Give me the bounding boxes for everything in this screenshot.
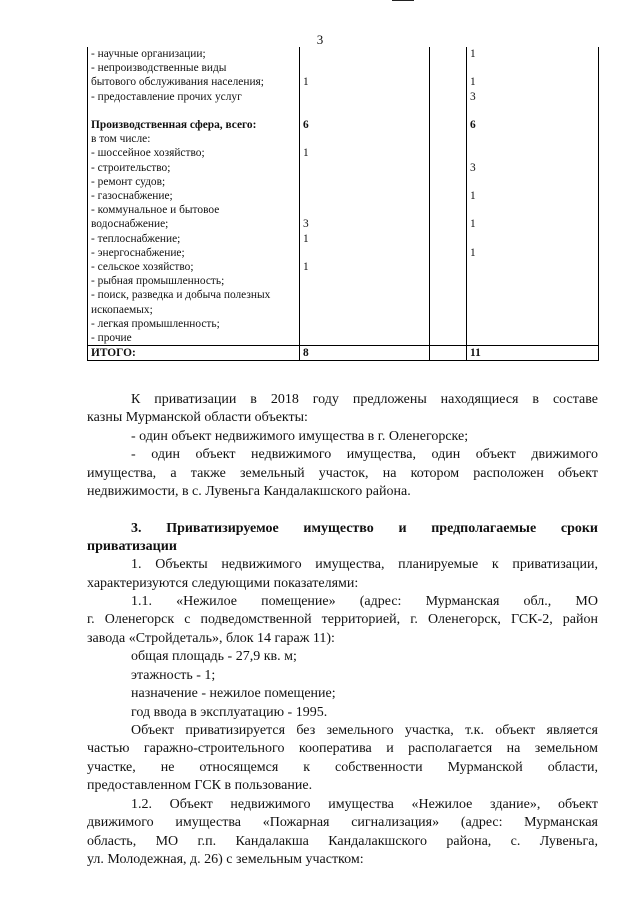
spacer-cell xyxy=(430,317,467,331)
row-label xyxy=(88,90,300,104)
paragraph-intro xyxy=(87,391,598,410)
row-label-text: в том числе: xyxy=(91,133,151,146)
spacer-cell xyxy=(430,288,467,302)
table-row xyxy=(88,260,599,274)
paragraph-1-2 xyxy=(131,796,598,815)
text-line: Объект приватизируется без земельного участка, т.к. объект является xyxy=(131,723,598,738)
spacer-cell xyxy=(430,104,467,118)
row-value-total xyxy=(467,317,599,331)
row-label-text: Производственная сфера, всего: xyxy=(91,119,257,132)
table-row xyxy=(88,146,599,160)
text-line: характеризуются следующими показателями: xyxy=(87,576,359,591)
row-label xyxy=(88,132,300,146)
spacer-cell xyxy=(430,303,467,317)
section-heading xyxy=(131,520,598,539)
row-label-text: - рыбная промышленность; xyxy=(91,275,225,288)
table-row xyxy=(88,246,599,260)
row-value-2018 xyxy=(300,104,430,118)
text-line: казны Мурманской области объекты: xyxy=(87,410,308,425)
row-value-2018 xyxy=(300,331,430,346)
table-row xyxy=(88,331,599,346)
table-row xyxy=(88,232,599,246)
row-value-total xyxy=(467,90,599,104)
text-line: недвижимости, в с. Лувеньга Кандалакшского района. xyxy=(87,484,411,499)
table-row xyxy=(88,274,599,288)
row-value-2018 xyxy=(300,189,430,203)
row-label-text: бытового обслуживания населения; xyxy=(91,76,264,89)
spacer-cell xyxy=(430,47,467,61)
row-label xyxy=(88,203,300,217)
row-label xyxy=(88,146,300,160)
spacer-cell xyxy=(430,161,467,175)
table-row xyxy=(88,203,599,217)
spacer-cell xyxy=(430,146,467,160)
row-value-total-text: 1 xyxy=(470,76,476,89)
text-line: 1. Объекты недвижимого имущества, планируемые к приватизации, xyxy=(131,557,598,572)
row-value-2018 xyxy=(300,175,430,189)
text-line: участке, не относящемся к собственности Мурманской области, xyxy=(87,759,598,775)
row-label-text: - сельское хозяйство; xyxy=(91,261,194,274)
row-label-text: - теплоснабжение; xyxy=(91,232,181,245)
spacer-cell xyxy=(430,217,467,231)
row-label xyxy=(88,61,300,75)
row-value-total xyxy=(467,175,599,189)
row-value-total xyxy=(467,132,599,146)
row-value-total xyxy=(467,274,599,288)
row-value-2018 xyxy=(300,161,430,175)
spacer-cell xyxy=(430,189,467,203)
row-value-2018 xyxy=(300,75,430,89)
row-value-total-text: 1 xyxy=(470,190,476,203)
spacer-cell xyxy=(430,61,467,75)
row-label-text: - легкая промышленность; xyxy=(91,317,220,330)
row-label xyxy=(88,303,300,317)
table-row xyxy=(88,90,599,104)
table-row xyxy=(88,104,599,118)
row-label xyxy=(88,288,300,302)
section-heading-cont xyxy=(87,538,598,557)
row-value-total xyxy=(467,303,599,317)
row-label xyxy=(88,75,300,89)
table-row xyxy=(88,175,599,189)
spacer-cell xyxy=(430,246,467,260)
row-label-text: - коммунальное и бытовое xyxy=(91,204,220,217)
row-value-2018 xyxy=(300,217,430,231)
paragraph-no-land xyxy=(131,722,598,741)
row-value-total-text: 1 xyxy=(470,218,476,231)
total-label: ИТОГО: xyxy=(88,346,300,361)
text-line: имущества, а также земельный участок, на котором расположен объект xyxy=(87,466,598,481)
row-value-total xyxy=(467,189,599,203)
page-number: 3 xyxy=(316,32,324,47)
row-value-2018 xyxy=(300,146,430,160)
row-label-text: - научные организации; xyxy=(91,48,206,60)
row-value-2018-text: 1 xyxy=(303,261,309,274)
text-line: 1.2. Объект недвижимого имущества «Нежилое здание», объект xyxy=(131,797,598,812)
row-value-total-text: 6 xyxy=(470,119,476,132)
spacer-cell xyxy=(430,260,467,274)
row-value-2018 xyxy=(300,203,430,217)
text-line: частью гаражно-строительного кооператива и располагается на земельном xyxy=(87,741,598,756)
row-value-2018 xyxy=(300,118,430,132)
row-label xyxy=(88,232,300,246)
row-value-total xyxy=(467,61,599,75)
row-value-total xyxy=(467,47,599,61)
row-value-2018 xyxy=(300,274,430,288)
row-value-2018 xyxy=(300,132,430,146)
paragraph-item-luvenga-end xyxy=(87,483,598,502)
paragraph-1-1-cont xyxy=(87,611,598,630)
row-value-total xyxy=(467,331,599,346)
row-label xyxy=(88,118,300,132)
row-value-total xyxy=(467,104,599,118)
table-row xyxy=(88,161,599,175)
row-value-2018 xyxy=(300,61,430,75)
paragraph-1-1-end xyxy=(87,630,598,649)
feature-area: общая площадь - 27,9 кв. м; xyxy=(131,649,297,664)
spacer-cell xyxy=(430,118,467,132)
row-value-2018-text: 6 xyxy=(303,119,309,132)
row-label xyxy=(88,175,300,189)
row-value-total xyxy=(467,161,599,175)
spacer-cell xyxy=(430,346,467,361)
spacer-cell xyxy=(430,90,467,104)
spacer-cell xyxy=(430,274,467,288)
row-value-total-text: 1 xyxy=(470,246,476,259)
text-line: К приватизации в 2018 году предложены находящиеся в составе xyxy=(131,392,598,407)
row-label xyxy=(88,161,300,175)
text-line: - один объект недвижимого имущества в г. Оленегорске; xyxy=(131,429,469,444)
text-line: область, МО г.п. Кандалакша Кандалакшского района, с. Лувеньга, xyxy=(87,833,598,849)
row-value-total xyxy=(467,118,599,132)
feature-purpose: назначение - нежилое помещение; xyxy=(131,686,336,701)
row-value-2018 xyxy=(300,232,430,246)
table-body xyxy=(88,47,599,361)
paragraph-item-olenegorsk xyxy=(131,428,598,447)
row-label xyxy=(88,260,300,274)
paragraph-objects xyxy=(131,556,598,575)
row-value-total-text: 3 xyxy=(470,161,476,174)
row-label-text: - прочие xyxy=(91,332,132,345)
row-label xyxy=(88,104,300,118)
table-row xyxy=(88,217,599,231)
text-line: 3. Приватизируемое имущество и предполагаемые сроки xyxy=(131,521,598,536)
table-row xyxy=(88,75,599,89)
top-rule xyxy=(392,0,414,1)
row-value-2018 xyxy=(300,246,430,260)
row-label xyxy=(88,246,300,260)
row-value-2018 xyxy=(300,90,430,104)
row-value-total xyxy=(467,203,599,217)
paragraph-intro-cont xyxy=(87,409,598,428)
privatization-table xyxy=(87,47,599,361)
row-value-2018-text: 3 xyxy=(303,218,309,231)
text-line: предоставленном ГСК в пользование. xyxy=(87,778,313,793)
spacer-cell xyxy=(430,175,467,189)
row-label-text: - энергоснабжение; xyxy=(91,246,185,259)
row-label-text: - поиск, разведка и добыча полезных xyxy=(91,289,271,302)
paragraph-item-luvenga-cont xyxy=(87,465,598,484)
spacer-cell xyxy=(430,75,467,89)
total-value-2018: 8 xyxy=(300,346,430,361)
row-value-total-text: 3 xyxy=(470,90,476,103)
table-row xyxy=(88,189,599,203)
text-line: движимого имущества «Пожарная сигнализация» (адрес: Мурманская xyxy=(87,815,598,830)
table-row xyxy=(88,118,599,132)
row-label xyxy=(88,331,300,346)
table-row xyxy=(88,288,599,302)
row-label-text: - газоснабжение; xyxy=(91,190,173,203)
row-value-2018 xyxy=(300,317,430,331)
text-line: - один объект недвижимого имущества, один объект движимого xyxy=(131,447,598,462)
text-line: ул. Молодежная, д. 26) с земельным участком: xyxy=(87,852,364,867)
table-row xyxy=(88,317,599,331)
text-line: 1.1. «Нежилое помещение» (адрес: Мурманская обл., МО xyxy=(131,594,598,609)
row-value-total xyxy=(467,232,599,246)
row-label xyxy=(88,317,300,331)
row-value-total xyxy=(467,288,599,302)
row-label-text: - ремонт судов; xyxy=(91,175,166,188)
row-label xyxy=(88,274,300,288)
text-line: завода «Стройдеталь», блок 14 гараж 11): xyxy=(87,631,335,646)
features-list xyxy=(131,648,598,722)
spacer-cell xyxy=(430,232,467,246)
row-label-text: водоснабжение; xyxy=(91,218,169,231)
table-row xyxy=(88,61,599,75)
row-value-2018-text: 1 xyxy=(303,76,309,89)
table-row xyxy=(88,132,599,146)
spacer-cell xyxy=(430,132,467,146)
row-label-text: - шоссейное хозяйство; xyxy=(91,147,205,160)
row-value-2018 xyxy=(300,47,430,61)
row-label-text: - предоставление прочих услуг xyxy=(91,90,242,103)
spacer-cell xyxy=(430,203,467,217)
text-line: приватизации xyxy=(87,539,177,554)
text-line: г. Оленегорск с подведомственной территорией, г. Оленегорск, ГСК-2, район xyxy=(87,612,598,627)
row-value-2018 xyxy=(300,303,430,317)
row-value-2018-text: 1 xyxy=(303,232,309,245)
row-value-total xyxy=(467,146,599,160)
paragraph-item-luvenga xyxy=(87,446,598,465)
paragraph-1-1 xyxy=(131,593,598,612)
table-total-row xyxy=(88,346,599,361)
total-value-all: 11 xyxy=(467,346,599,361)
row-value-total xyxy=(467,260,599,274)
paragraph-1-2-cont xyxy=(87,814,598,851)
row-value-2018 xyxy=(300,288,430,302)
row-label xyxy=(88,217,300,231)
paragraph-1-2-end xyxy=(87,851,598,870)
paragraph-no-land-cont xyxy=(87,740,598,777)
feature-year: год ввода в эксплуатацию - 1995. xyxy=(131,704,328,720)
row-value-total xyxy=(467,75,599,89)
row-label-text: ископаемых; xyxy=(91,303,153,316)
spacer-cell xyxy=(430,331,467,346)
feature-floors: этажность - 1; xyxy=(131,667,216,683)
table-row xyxy=(88,303,599,317)
table-row xyxy=(88,47,599,61)
row-value-2018-text: 1 xyxy=(303,147,309,160)
row-label xyxy=(88,189,300,203)
row-value-2018 xyxy=(300,260,430,274)
row-value-total xyxy=(467,217,599,231)
row-value-total-text: 1 xyxy=(470,48,476,60)
paragraph-no-land-end xyxy=(87,777,598,796)
row-value-total xyxy=(467,246,599,260)
row-label xyxy=(88,47,300,61)
row-label-text: - строительство; xyxy=(91,161,171,174)
paragraph-objects-cont xyxy=(87,575,598,594)
row-label-text: - непроизводственные виды xyxy=(91,62,227,75)
